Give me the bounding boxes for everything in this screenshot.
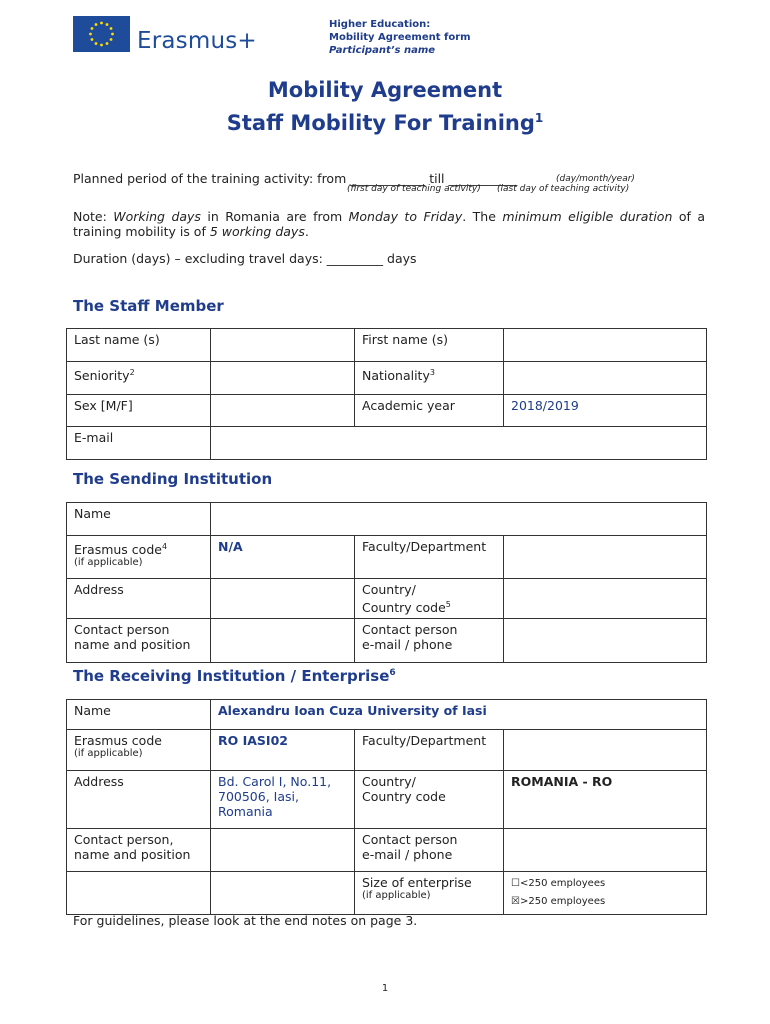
sending-name-field[interactable] xyxy=(211,503,707,536)
receiving-faculty-label: Faculty/Department xyxy=(355,730,504,771)
size-empty-cell-2 xyxy=(211,872,355,915)
nationality-field[interactable] xyxy=(504,362,707,395)
receiving-contact-email-field[interactable] xyxy=(504,829,707,872)
receiving-name-label: Name xyxy=(67,700,211,730)
first-day-label: (first day of teaching activity) xyxy=(347,184,481,194)
receiving-faculty-field[interactable] xyxy=(504,730,707,771)
receiving-institution-table xyxy=(66,699,707,915)
sending-address-label: Address xyxy=(67,579,211,619)
sex-label: Sex [M/F] xyxy=(67,395,211,427)
sending-faculty-field[interactable] xyxy=(504,536,707,579)
title-line-1: Mobility Agreement xyxy=(267,78,503,102)
email-label: E-mail xyxy=(67,427,211,460)
sending-address-field[interactable] xyxy=(211,579,355,619)
guidelines-note: For guidelines, please look at the end notes on page 3. xyxy=(73,913,418,928)
sending-erasmus-code-label: Erasmus code$^4$ (if applicable) xyxy=(67,536,211,579)
sending-country-label: Country/ Country code$^5$ xyxy=(355,579,504,619)
receiving-erasmus-code-field[interactable]: RO IASI02 xyxy=(211,730,355,771)
flag-star xyxy=(91,38,94,41)
flag-star xyxy=(106,42,109,45)
receiving-country-label: Country/ Country code xyxy=(355,771,504,829)
sending-contact-field[interactable] xyxy=(211,619,355,663)
last-name-label: Last name (s) xyxy=(67,329,211,362)
flag-star xyxy=(110,27,113,30)
sending-contact-email-field[interactable] xyxy=(504,619,707,663)
flag-star xyxy=(100,44,103,47)
receiving-contact-label: Contact person, name and position xyxy=(67,829,211,872)
header-line-1: Higher Education: xyxy=(329,19,431,30)
receiving-name-field[interactable]: Alexandru Ioan Cuza University of Iasi xyxy=(211,700,707,730)
size-option-under-250[interactable]: ☐<250 employees xyxy=(511,878,606,889)
last-name-field[interactable] xyxy=(211,329,355,362)
size-of-enterprise-options xyxy=(504,872,707,915)
receiving-erasmus-code-label: Erasmus code (if applicable) xyxy=(67,730,211,771)
flag-star xyxy=(91,27,94,30)
size-of-enterprise-label: Size of enterprise (if applicable) xyxy=(355,872,504,915)
seniority-label: Seniority$^2$ xyxy=(67,362,211,395)
duration-line: Duration (days) – excluding travel days: _________ days xyxy=(73,251,417,266)
sending-contact-email-label: Contact person e-mail / phone xyxy=(355,619,504,663)
size-option-over-250[interactable]: ☒>250 employees xyxy=(511,896,606,907)
first-name-field[interactable] xyxy=(504,329,707,362)
receiving-institution-heading: The Receiving Institution / Enterprise$^6$ xyxy=(73,667,396,685)
document-header xyxy=(329,18,471,57)
flag-star xyxy=(111,33,114,36)
sending-name-label: Name xyxy=(67,503,211,536)
sending-faculty-label: Faculty/Department xyxy=(355,536,504,579)
staff-member-heading: The Staff Member xyxy=(73,297,224,315)
last-day-label: (last day of teaching activity) xyxy=(497,184,630,194)
sending-institution-table xyxy=(66,502,707,663)
academic-year-field[interactable]: 2018/2019 xyxy=(504,395,707,427)
header-line-2: Mobility Agreement form xyxy=(329,32,471,43)
planned-period: Planned period of the training activity: from ____________ till ___________ xyxy=(73,171,518,186)
flag-star xyxy=(89,33,92,36)
academic-year-label: Academic year xyxy=(355,395,504,427)
sending-erasmus-code-field[interactable]: N/A xyxy=(211,536,355,579)
sending-institution-heading: The Sending Institution xyxy=(73,470,273,488)
period-format: (day/month/year) xyxy=(556,174,635,184)
receiving-contact-email-label: Contact person e-mail / phone xyxy=(355,829,504,872)
first-name-label: First name (s) xyxy=(355,329,504,362)
working-days-note: Note: Working days in Romania are from Monday to Friday. The minimum eligible duration of a training mobility is of 5 working days. xyxy=(73,209,706,239)
receiving-address-label: Address xyxy=(67,771,211,829)
receiving-country-field[interactable]: ROMANIA - RO xyxy=(504,771,707,829)
page-number: 1 xyxy=(381,983,389,994)
flag-star xyxy=(100,22,103,25)
flag-star xyxy=(95,23,98,26)
header-line-3: Participant’s name xyxy=(329,45,436,56)
receiving-address-field[interactable]: Bd. Carol I, No.11, 700506, Iasi, Romania xyxy=(211,771,355,829)
sending-country-field[interactable] xyxy=(504,579,707,619)
staff-member-table xyxy=(66,328,707,460)
logo-text: Erasmus+ xyxy=(137,28,257,54)
receiving-contact-field[interactable] xyxy=(211,829,355,872)
size-empty-cell xyxy=(67,872,211,915)
title-line-2: Staff Mobility For Training$^1$ xyxy=(226,111,544,135)
flag-star xyxy=(106,23,109,26)
flag-star xyxy=(110,38,113,41)
sex-field[interactable] xyxy=(211,395,355,427)
seniority-field[interactable] xyxy=(211,362,355,395)
eu-flag-icon xyxy=(73,16,130,52)
flag-star xyxy=(95,42,98,45)
nationality-label: Nationality$^3$ xyxy=(355,362,504,395)
email-field[interactable] xyxy=(211,427,707,460)
sending-contact-label: Contact person name and position xyxy=(67,619,211,663)
